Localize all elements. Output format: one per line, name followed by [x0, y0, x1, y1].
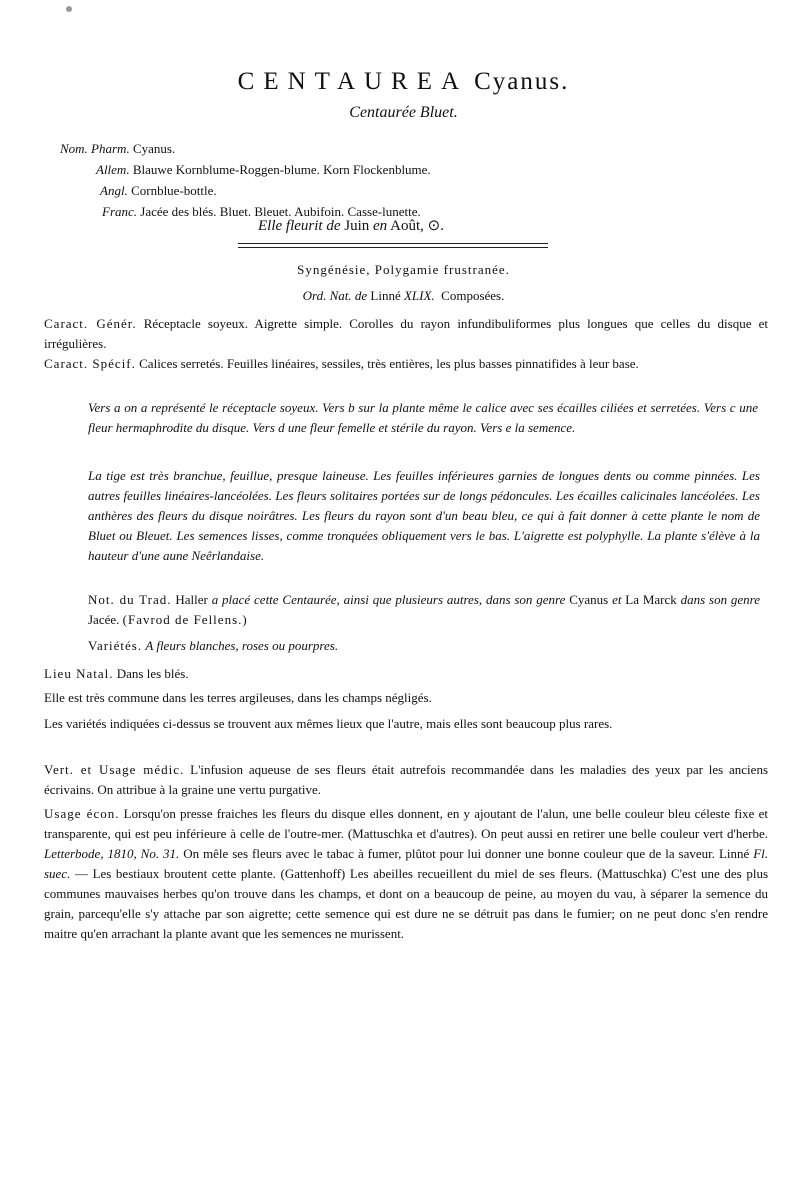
section-heading: Usage écon.: [44, 806, 120, 821]
name-label: Angl.: [100, 183, 128, 198]
generic-characters: [44, 314, 768, 354]
order-author: Linné: [370, 288, 401, 303]
order-family: Composées.: [441, 288, 505, 303]
citation: Letterbode, 1810, No. 31.: [44, 846, 180, 861]
name-label: Nom. Pharm.: [60, 141, 130, 156]
varieties: [88, 636, 760, 656]
flowering-text: en: [373, 218, 388, 234]
section-text: Lorsqu'on presse fraiches les fleurs du disque elles donnent, en y ajoutant de l'alun, une belle couleur bleu céleste fixe et transparente, qui est peu inférieure à celle de l'outre-mer.: [44, 806, 768, 841]
divider: [238, 243, 548, 244]
flowering-month: Juin: [344, 218, 370, 234]
translator-credit: (Favrod de Fellens.): [122, 612, 248, 627]
order-label: Ord. Nat.: [302, 288, 352, 303]
varieties-location: Les variétés indiquées ci-dessus se trouvent aux mêmes lieux que l'autre, mais elles sont beaucoup plus rares.: [44, 716, 613, 731]
plant-description: La tige est très branchue, feuillue, presque laineuse. Les feuilles inférieures garnies de longues dents ou comme pinnées. Les autres feuilles linéaires-lancéolées. Les fleurs solitaires portées sur de longs pédoncules. Les écailles calicinales lancéolées. Les anthères des fleurs du disque noirâtres. Les fleurs du rayon sont d'un beau bleu, ce qui à fait donner à cette plante le nom de Bluet ou Bleuet. Les semences lisses, comme tronquées obliquement vers le bas. L'aigrette est polyphylle. La plante s'élève à la hauteur d'une aune Neêrlandaise.: [88, 468, 760, 563]
section-text: (Mattuschka et d'autres). On peut aussi en retirer une belle couleur vert d'herbe.: [347, 826, 768, 841]
section-heading: Caract. Spécif.: [44, 356, 136, 371]
divider: [238, 247, 548, 248]
flowering-month: Août: [390, 218, 421, 234]
order-text: de: [354, 288, 368, 303]
name-label: Allem.: [96, 162, 130, 177]
author-name: Haller: [175, 592, 208, 607]
flowering-text: de: [326, 218, 341, 234]
order-number: XLIX.: [403, 288, 435, 303]
genus-ref: Jacée.: [88, 612, 120, 627]
translator-note: [88, 590, 760, 630]
flowering-period: [258, 216, 444, 235]
genus-name: CENTAUREA: [237, 68, 469, 95]
natural-order: [0, 288, 807, 304]
figure-explanation: Vers a on a représenté le réceptacle soyeux. Vers b sur la plante même le calice avec ses écailles ciliées et serretées. Vers c une fleur hermaphrodite du disque. Vers d une fleur femelle et stérile du rayon. Vers e la semence.: [88, 400, 758, 435]
annual-symbol: , ⊙.: [420, 218, 444, 234]
author-name: Linné: [718, 846, 750, 861]
linnaean-class: Syngénésie, Polygamie frustranée.: [297, 262, 510, 277]
name-row-angl: [60, 180, 431, 201]
section-text: Calices serretés. Feuilles linéaires, sessiles, très entières, les plus basses pinnatifides à leur base.: [139, 356, 639, 371]
citation: Fl. suec.: [44, 846, 769, 881]
section-heading: Variétés.: [88, 638, 143, 653]
habitat-text: Elle est très commune dans les terres argileuses, dans les champs négligés.: [44, 690, 432, 705]
section-heading: Not. du Trad.: [88, 592, 172, 607]
specific-characters: [44, 354, 768, 374]
section-text: Dans les blés.: [116, 666, 189, 681]
name-text: Blauwe Kornblume-Roggen-blume. Korn Flockenblume.: [132, 162, 431, 177]
name-row-pharm: [60, 138, 431, 159]
section-heading: Vert. et Usage médic.: [44, 762, 185, 777]
name-text: Cyanus.: [132, 141, 176, 156]
note-text: a placé cette Centaurée, ainsi que plusieurs autres, dans son genre: [211, 592, 566, 607]
note-text: et: [612, 592, 622, 607]
section-heading: Caract. Génér.: [44, 316, 137, 331]
note-text: dans son genre: [680, 592, 761, 607]
corner-mark: [66, 6, 72, 12]
medical-use: [44, 760, 768, 800]
section-text: A fleurs blanches, roses ou pourpres.: [145, 638, 339, 653]
page-title: [0, 68, 807, 96]
section-text: Réceptacle soyeux. Aigrette simple. Corolles du rayon infundibuliformes plus longues que celles du disque et irrégulières.: [44, 316, 768, 351]
flowering-text: Elle fleurit: [258, 218, 323, 234]
section-text: On mêle ses fleurs avec le tabac à fumer, plûtot pour lui donner une bonne couleur que de la saveur.: [183, 846, 716, 861]
french-name: Centaurée Bluet.: [349, 104, 458, 121]
name-text: Jacée des blés. Bluet. Bleuet. Aubifoin. Casse-lunette.: [140, 204, 421, 219]
section-heading: Lieu Natal.: [44, 666, 114, 681]
section-text: L'infusion aqueuse de ses fleurs était autrefois recommandée dans les maladies des yeux par les anciens écrivains. On attribue à la graine une vertu purgative.: [44, 762, 768, 797]
name-row-allem: [60, 159, 431, 180]
vernacular-names: [60, 138, 431, 222]
genus-ref: Cyanus: [569, 592, 609, 607]
section-text: — Les bestiaux broutent cette plante. (Gattenhoff) Les abeilles recueillent du miel de ses fleurs. (Mattuschka) C'est une des plus communes mauvaises herbes qu'on trouve dans les champs, et dont on a beaucoup de peine, au moyen du vau, à séparer la semence du grain, parcequ'elle s'y attache par son aigrette; cette semence qui est dure ne se détruit pas dans le fumier; on ne peut donc s'en rendre maitre qu'en arrachant la plante avant que les semences ne murissent.: [44, 866, 768, 941]
name-label: Franc.: [102, 204, 138, 219]
species-name: Cyanus.: [474, 68, 570, 95]
name-text: Cornblue-bottle.: [131, 183, 217, 198]
author-name: La Marck: [625, 592, 677, 607]
native-place: [44, 664, 768, 684]
economic-use: [44, 804, 768, 944]
